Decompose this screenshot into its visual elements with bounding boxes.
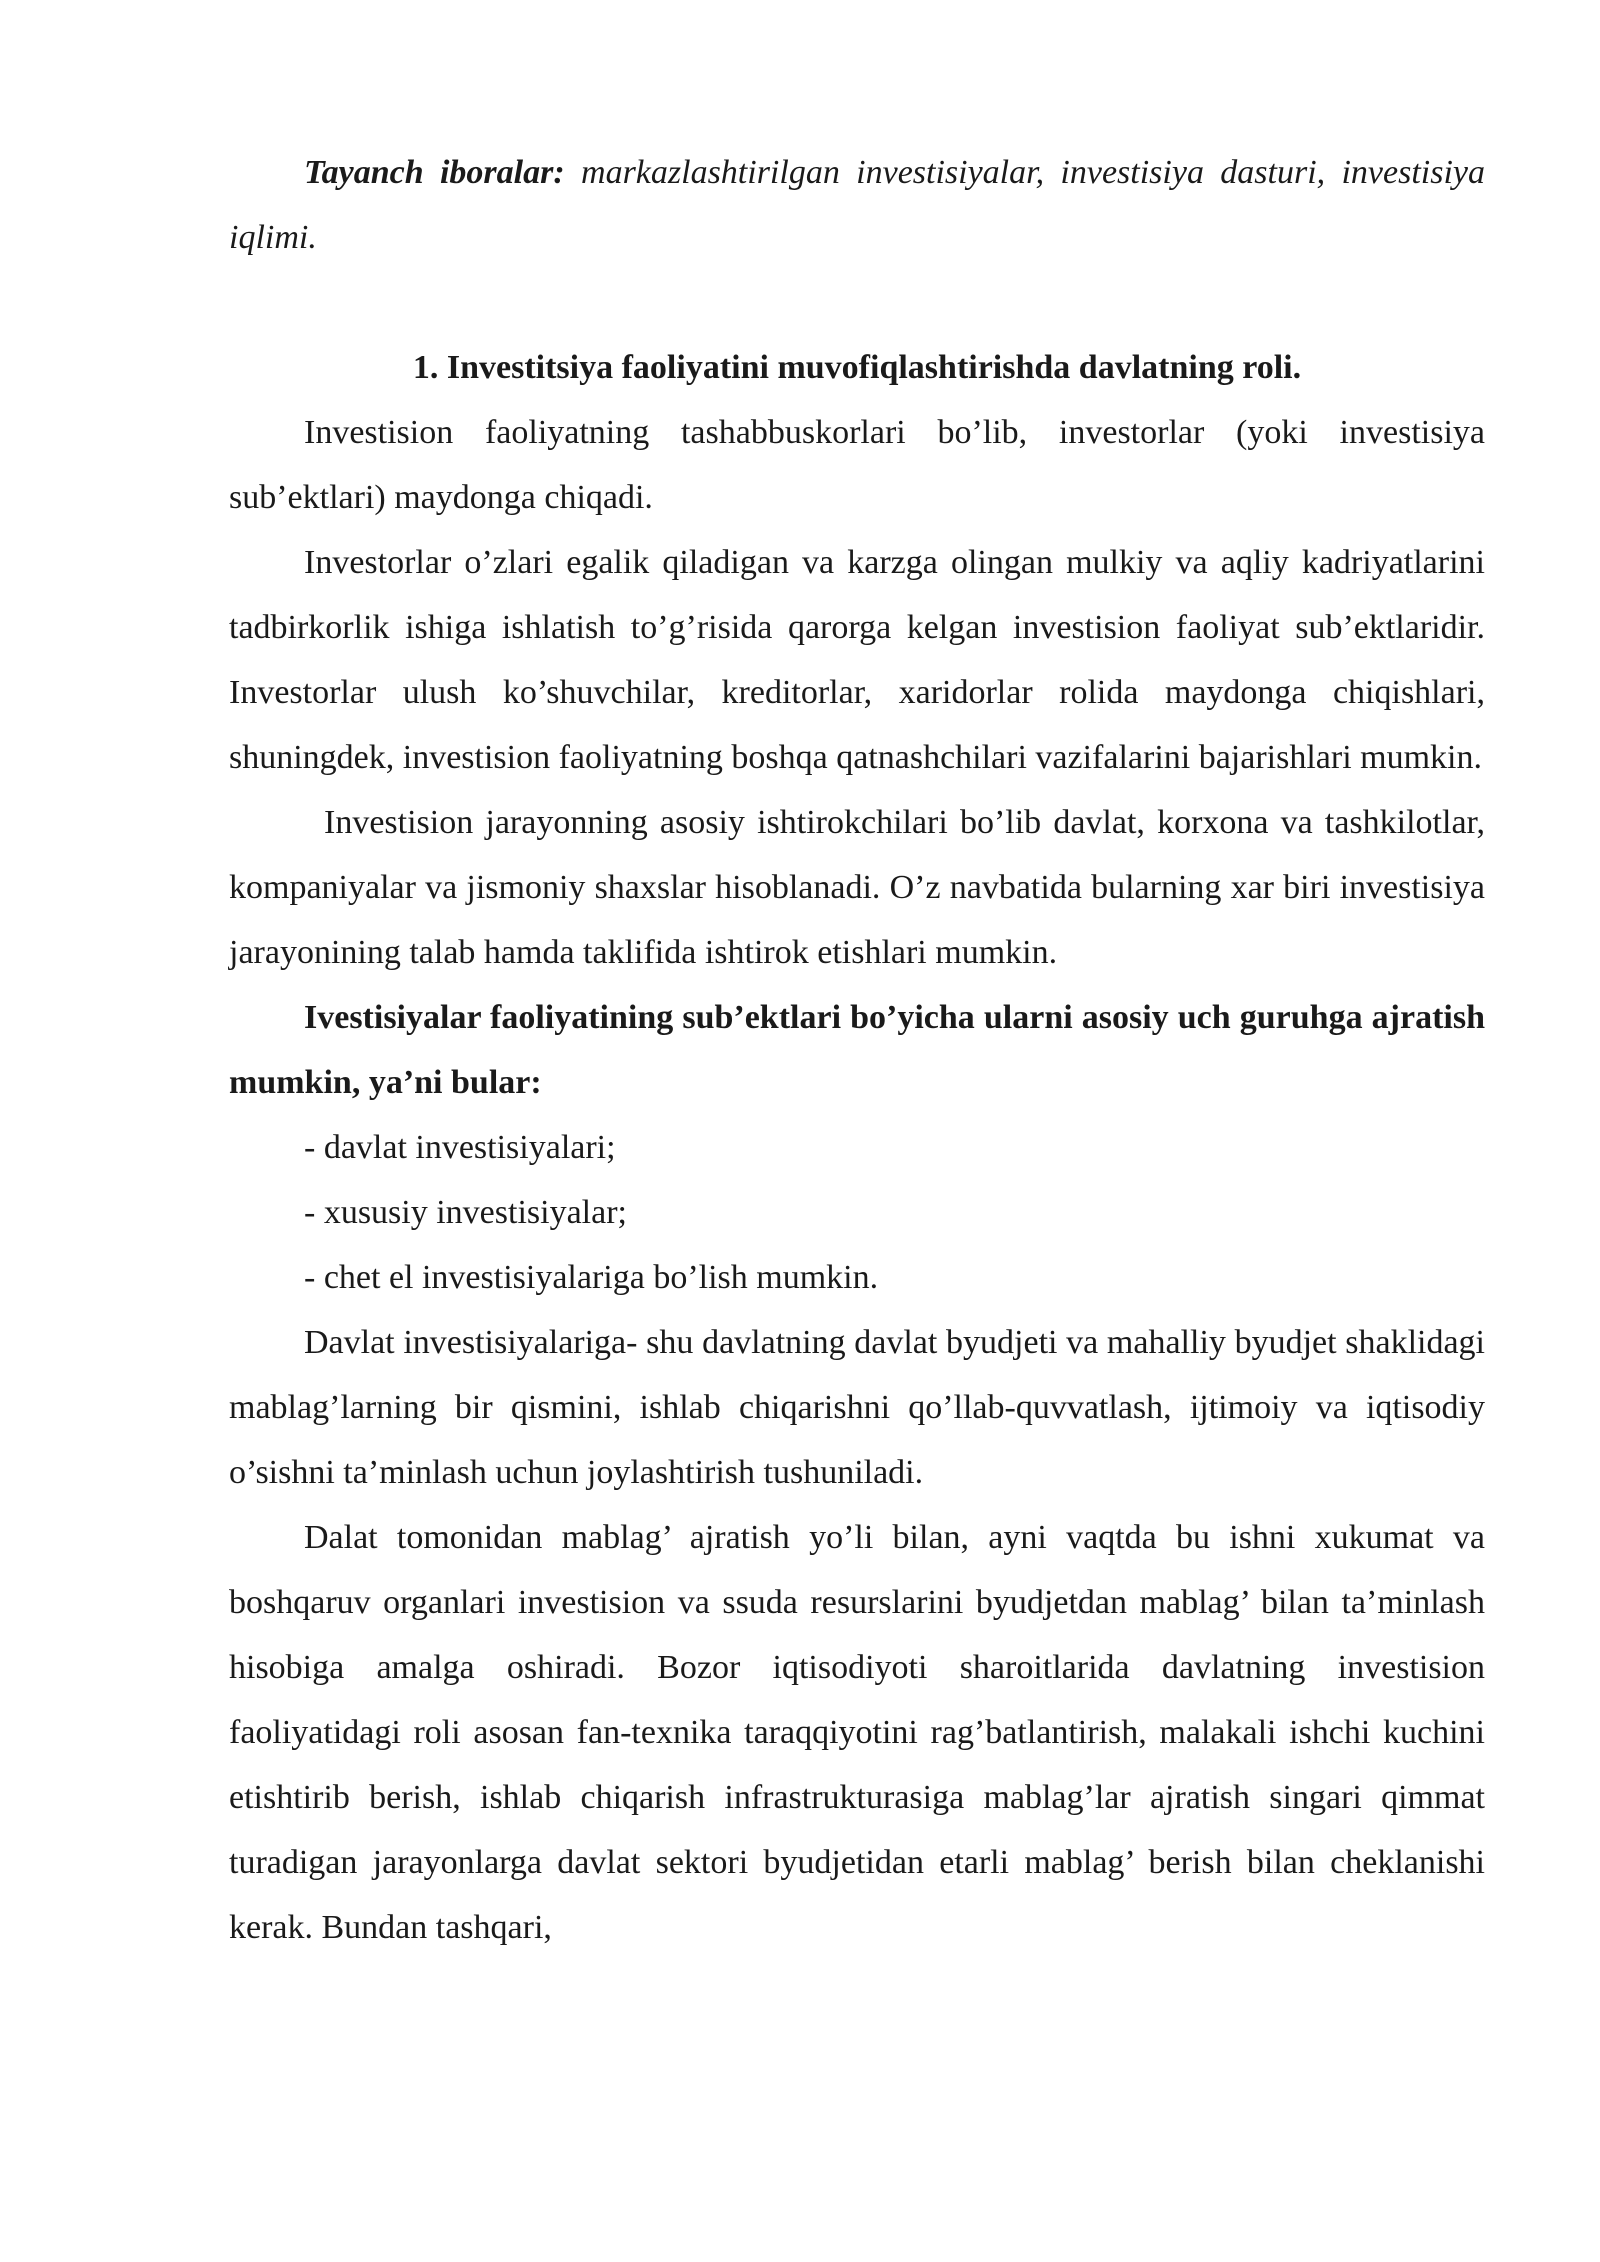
paragraph-subject-groups: Ivestisiyalar faoliyatining sub’ektlari bo’yicha ularni asosiy uch guruhga ajratish mumkin, ya’ni bular: xyxy=(229,999,1485,1101)
keywords-label: Tayanch iboralar: xyxy=(304,154,565,191)
keywords-text: markazlashtirilgan investisiyalar, investisiya dasturi, investisiya iqlimi. xyxy=(229,154,1485,256)
list-item-foreign: - chet el investisiyalariga bo’lish mumkin. xyxy=(304,1259,879,1296)
paragraph-state-role: Dalat tomonidan mablag’ ajratish yo’li bilan, ayni vaqtda bu ishni xukumat va boshqaruv organlari investision va ssuda resurslarini byudjetdan mablag’ bilan ta’minlash hisobiga amalga oshiradi. Bozor iqtisodiyoti sharoitlarida davlatning investision faoliyatidagi roli asosan fan-texnika taraqqiyotini rag’batlantirish, malakali ishchi kuchini etishtirib berish, ishlab chiqarish infrastrukturasiga mablag’lar ajratish singari qimmat turadigan jarayonlarga davlat sektori byudjetidan etarli mablag’ berish bilan cheklanishi kerak. Bundan tashqari, xyxy=(229,1519,1485,1946)
paragraph-process-participants: Investision jarayonning asosiy ishtirokchilari bo’lib davlat, korxona va tashkilotlar, kompaniyalar va jismoniy shaxslar hisoblanadi. O’z navbatida bularning xar biri investisiya jarayonining talab hamda taklifida ishtirok etishlari mumkin. xyxy=(229,804,1485,971)
paragraph-investors-initiators: Investision faoliyatning tashabbuskorlari bo’lib, investorlar (yoki investisiya sub’ektlari) maydonga chiqadi. xyxy=(229,414,1485,516)
document-page xyxy=(229,140,1485,1960)
keywords-paragraph xyxy=(229,140,1485,270)
list-item-state: - davlat investisiyalari; xyxy=(304,1129,616,1166)
list-item-private: - xususiy investisiyalar; xyxy=(304,1194,627,1231)
section-heading: 1. Investitsiya faoliyatini muvofiqlashtirishda davlatning roli. xyxy=(412,349,1302,386)
paragraph-state-investments: Davlat investisiyalariga- shu davlatning davlat byudjeti va mahalliy byudjet shaklidagi mablag’larning bir qismini, ishlab chiqarishni qo’llab-quvvatlash, ijtimoiy va iqtisodiy o’sishni ta’minlash uchun joylashtirish tushuniladi. xyxy=(229,1324,1485,1491)
paragraph-investors-definition: Investorlar o’zlari egalik qiladigan va karzga olingan mulkiy va aqliy kadriyatlarini tadbirkorlik ishiga ishlatish to’g’risida qarorga kelgan investision faoliyat sub’ektlaridir. Investorlar ulush ko’shuvchilar, kreditorlar, xaridorlar rolida maydonga chiqishlari, shuningdek, investision faoliyatning boshqa qatnashchilari vazifalarini bajarishlari mumkin. xyxy=(229,544,1485,776)
